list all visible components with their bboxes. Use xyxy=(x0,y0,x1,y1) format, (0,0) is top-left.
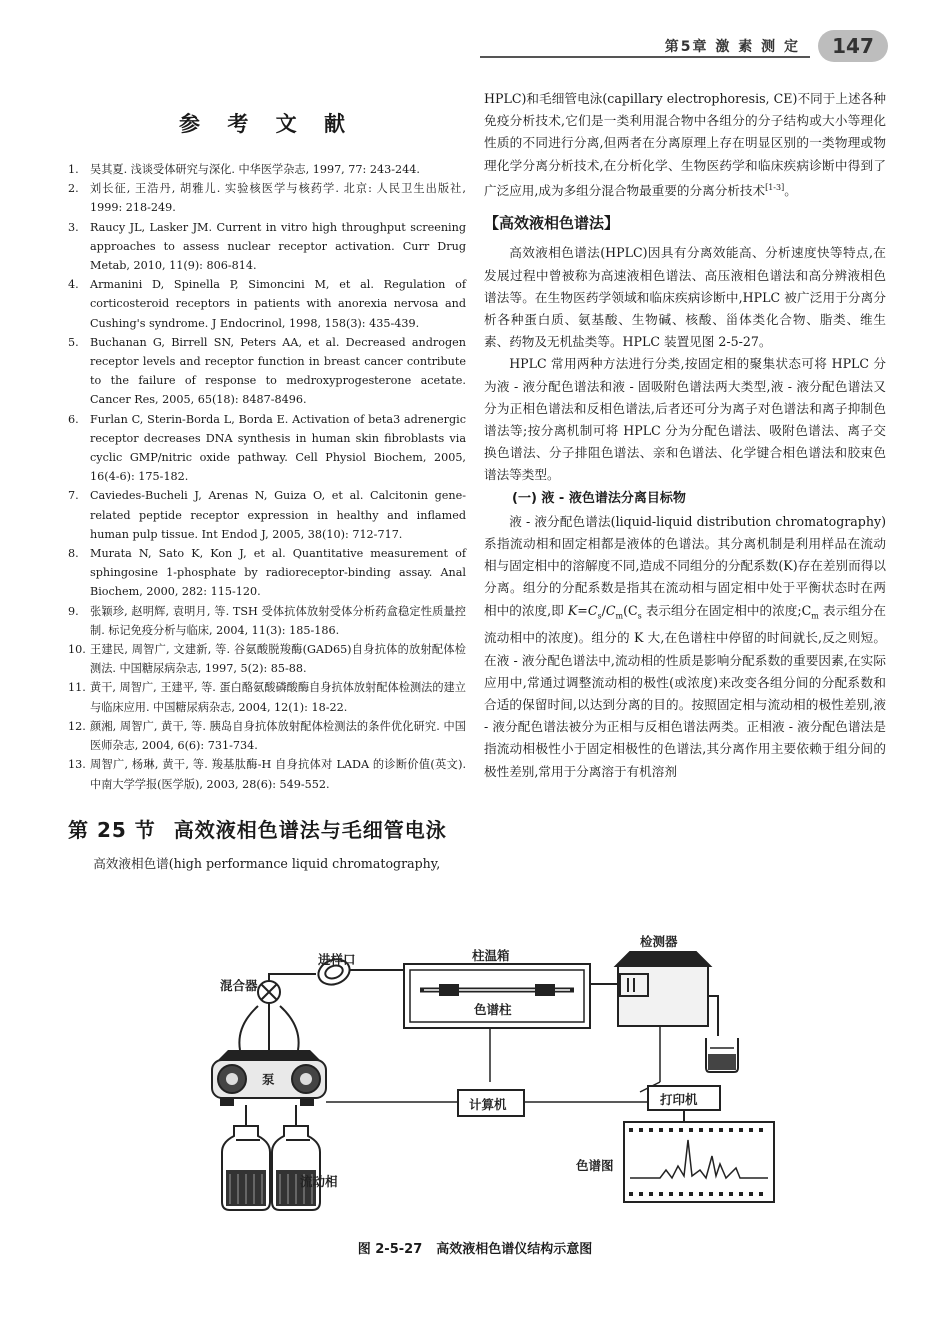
reference-number: 13. xyxy=(68,758,86,772)
label-mobile-phase: 流动相 xyxy=(300,1174,338,1189)
section-heading xyxy=(68,814,466,843)
reference-item xyxy=(68,179,466,217)
label-mixer: 混合器 xyxy=(220,978,258,993)
reference-text: Murata N, Sato K, Kon J, et al. Quantitative measurement of sphingosine 1-phosphate by radioreceptor-binding assay. Anal Biochem, 2000, 282: 115-120. xyxy=(90,547,466,599)
reference-text: Furlan C, Sterin-Borda L, Borda E. Activation of beta3 adrenergic receptor decreases DNA synthesis in human skin fibroblasts via cyclic GMP/nitric oxide pathway. Cell Physiol Biochem, 2005, 16(4-6): 175-182. xyxy=(90,412,466,484)
reference-number: 12. xyxy=(68,719,86,733)
left-column xyxy=(68,90,466,875)
citation: [1-3] xyxy=(765,182,785,192)
reference-text: 王建民, 周智广, 文建新, 等. 谷氨酸脱羧酶(GAD65)自身抗体的放射配体检测法. 中国糖尿病杂志, 1997, 5(2): 85-88. xyxy=(90,643,466,676)
reference-text: Caviedes-Bucheli J, Arenas N, Guiza O, et al. Calcitonin gene-related peptide receptor expression in healthy and inflamed human pulp tissue. Int Endod J, 2005, 38(10): 712-717. xyxy=(90,489,466,541)
reference-text: Armanini D, Spinella P, Simoncini M, et al. Regulation of corticosteroid receptors in patients with anorexia nervosa and Cushing's syndrome. J Endocrinol, 1998, 158(3): 435-439. xyxy=(90,278,466,330)
reference-item xyxy=(68,218,466,276)
paragraph-hplc-classification: HPLC 常用两种方法进行分类,按固定相的聚集状态可将 HPLC 分为液 - 液分配色谱法和液 - 固吸附色谱法两大类型,液 - 液分配色谱法又分为正相色谱法和反相色谱法,后者还可分为离子对色谱法和离子抑制色谱法等;按分离机制可将 HPLC 分为分配色谱法、吸附色谱法、离子交换色谱法、分子排阻色谱法、亲和色谱法、化学键合相色谱法和胶束色谱法等类型。 xyxy=(484,356,886,483)
reference-item xyxy=(68,544,466,602)
header-rule xyxy=(480,56,810,58)
reference-text: Buchanan G, Birrell SN, Peters AA, et al. Decreased androgen receptor levels and receptor function in breast cancer contribute to the failure of response to medroxyprogesterone acetate. Cancer Res, 2005, 65(18): 8487-8496. xyxy=(90,335,466,407)
running-header xyxy=(480,30,888,70)
figure-caption xyxy=(0,1238,950,1257)
figure-number: 图 2-5-27 xyxy=(357,1242,423,1257)
paragraph-liquid-liquid: 液 - 液分配色谱法(liquid-liquid distribution chromatography)系指流动相和固定相都是液体的色谱法。其分离机制是利用样品在流动相与固定相中的溶解度不同,造成不同组分的分配系数(K)存在差别而得以分离。组分的分配系数是指其在流动相与固定相中处于平衡状态时在两相中的浓度,即 $K=C_s/C_m(C_s$ 表示组分在固定相中的浓度$;C_m$ 表示组分在流动相中的浓度)。组分的 K 大,在色谱柱中停留的时间就长,反之则短。在液 - 液分配色谱法中,流动相的性质是影响分配系数的重要因素,在实际应用中,常通过调整流动相的极性(或浓度)来改变各组分间的分配系数和合适的保留时间,以达到分离的目的。按照固定相与流动相的极性差别,液 - 液分配色谱法被分为正相与反相色谱法两类。正相液 - 液分配色谱法是指流动相极性小于固定相极性的色谱法,其分离作用主要依赖于组分间的极性差别,常用于分离溶于有机溶剂 xyxy=(484,513,886,779)
reference-text: 黄干, 周智广, 王建平, 等. 蛋白酪氨酸磷酸酶自身抗体放射配体检测法的建立与临床应用. 中国糖尿病杂志, 2004, 12(1): 18-22. xyxy=(90,681,466,714)
reference-item xyxy=(68,640,466,678)
reference-number: 3. xyxy=(68,220,79,234)
page-number: 147 xyxy=(818,30,888,62)
figure-caption-text: 高效液相色谱仪结构示意图 xyxy=(436,1242,593,1257)
reference-number: 9. xyxy=(68,604,79,618)
label-detector: 检测器 xyxy=(640,934,678,949)
reference-number: 4. xyxy=(68,278,79,292)
reference-item xyxy=(68,717,466,755)
paragraph-hplc-overview: 高效液相色谱法(HPLC)因具有分离效能高、分析速度快等特点,在发展过程中曾被称为高速液相色谱法、高压液相色谱法和高分辨液相色谱法等。在生物医药学领域和临床疾病诊断中,HPLC 被广泛用于分离分析各种蛋白质、氨基酸、生物碱、核酸、甾体类化合物、脂类、维生素、药物及无机盐类等。HPLC 装置见图 2-5-27。 xyxy=(484,245,886,350)
label-pump: 泵 xyxy=(262,1072,275,1087)
reference-number: 7. xyxy=(68,489,79,503)
references-title: 参 考 文 献 xyxy=(179,111,355,136)
reference-text: 吴其夏. 浅谈受体研究与深化. 中华医学杂志, 1997, 77: 243-244. xyxy=(90,163,420,176)
reference-list xyxy=(68,160,466,794)
hplc-heading: 【高效液相色谱法】 xyxy=(484,214,620,233)
hplc-schematic xyxy=(200,930,780,1215)
section-intro: 高效液相色谱(high performance liquid chromatography, xyxy=(93,855,441,871)
reference-number: 8. xyxy=(68,547,79,561)
reference-item xyxy=(68,486,466,544)
hplc-diagram xyxy=(200,930,780,1215)
reference-item xyxy=(68,275,466,333)
section-title: 高效液相色谱法与毛细管电泳 xyxy=(173,817,447,842)
reference-number: 1. xyxy=(68,163,79,176)
reference-item xyxy=(68,333,466,410)
reference-number: 10. xyxy=(68,643,86,657)
reference-text: 刘长征, 王浩丹, 胡雅儿. 实验核医学与核药学. 北京: 人民卫生出版社, 1999: 218-249. xyxy=(90,182,466,215)
subsection-heading: (一) 液 - 液色谱法分离目标物 xyxy=(512,490,686,506)
label-chromatogram: 色谱图 xyxy=(576,1158,614,1173)
reference-text: 颜湘, 周智广, 黄干, 等. 胰岛自身抗体放射配体检测法的条件优化研究. 中国医师杂志, 2004, 6(6): 731-734. xyxy=(90,719,466,753)
paragraph-intro-continued: HPLC)和毛细管电泳(capillary electrophoresis, CE)不同于上述各种免疫分析技术,它们是一类利用混合物中各组分的分子结构或大小等理化性质的不同进行分离,但两者在分离原理上存在明显区别的一类物理或物理化学分离分析技术,在分析化学、生物医药学和临床疾病诊断中得到了广泛应用,成为多组分混合物最重要的分离分析技术[1-3]。 xyxy=(484,91,886,198)
section-number: 第 25 节 xyxy=(68,817,156,842)
column-oven xyxy=(404,964,618,1028)
reference-item xyxy=(68,602,466,640)
label-printer: 打印机 xyxy=(660,1092,698,1107)
reference-number: 2. xyxy=(68,182,79,196)
reference-number: 11. xyxy=(68,681,86,695)
reference-number: 5. xyxy=(68,335,79,349)
reference-item xyxy=(68,678,466,716)
label-computer: 计算机 xyxy=(469,1097,507,1112)
right-column xyxy=(484,88,886,783)
label-injector: 进样口 xyxy=(318,952,356,967)
reference-item xyxy=(68,410,466,487)
reference-text: 张颖珍, 赵明辉, 袁明月, 等. TSH 受体抗体放射受体分析药盒稳定性质量控制. 标记免疫分析与临床, 2004, 11(3): 185-186. xyxy=(90,604,466,637)
reference-text: 周智广, 杨琳, 黄干, 等. 羧基肽酶-H 自身抗体对 LADA 的诊断价值(英文). 中南大学学报(医学版), 2003, 28(6): 549-552. xyxy=(90,758,466,791)
reference-item xyxy=(68,160,466,179)
chapter-title: 第5章 激 素 测 定 xyxy=(664,39,800,55)
reference-text: Raucy JL, Lasker JM. Current in vitro high throughput screening approaches to assess nuclear receptor activation. Curr Drug Metab, 2010, 11(9): 806-814. xyxy=(90,220,466,273)
waste-beaker xyxy=(706,1038,738,1072)
detector xyxy=(616,952,718,1036)
reference-item xyxy=(68,755,466,793)
reference-number: 6. xyxy=(68,412,79,426)
label-column-oven: 柱温箱 xyxy=(472,948,510,963)
label-column: 色谱柱 xyxy=(474,1002,512,1017)
chromatogram xyxy=(624,1122,774,1202)
